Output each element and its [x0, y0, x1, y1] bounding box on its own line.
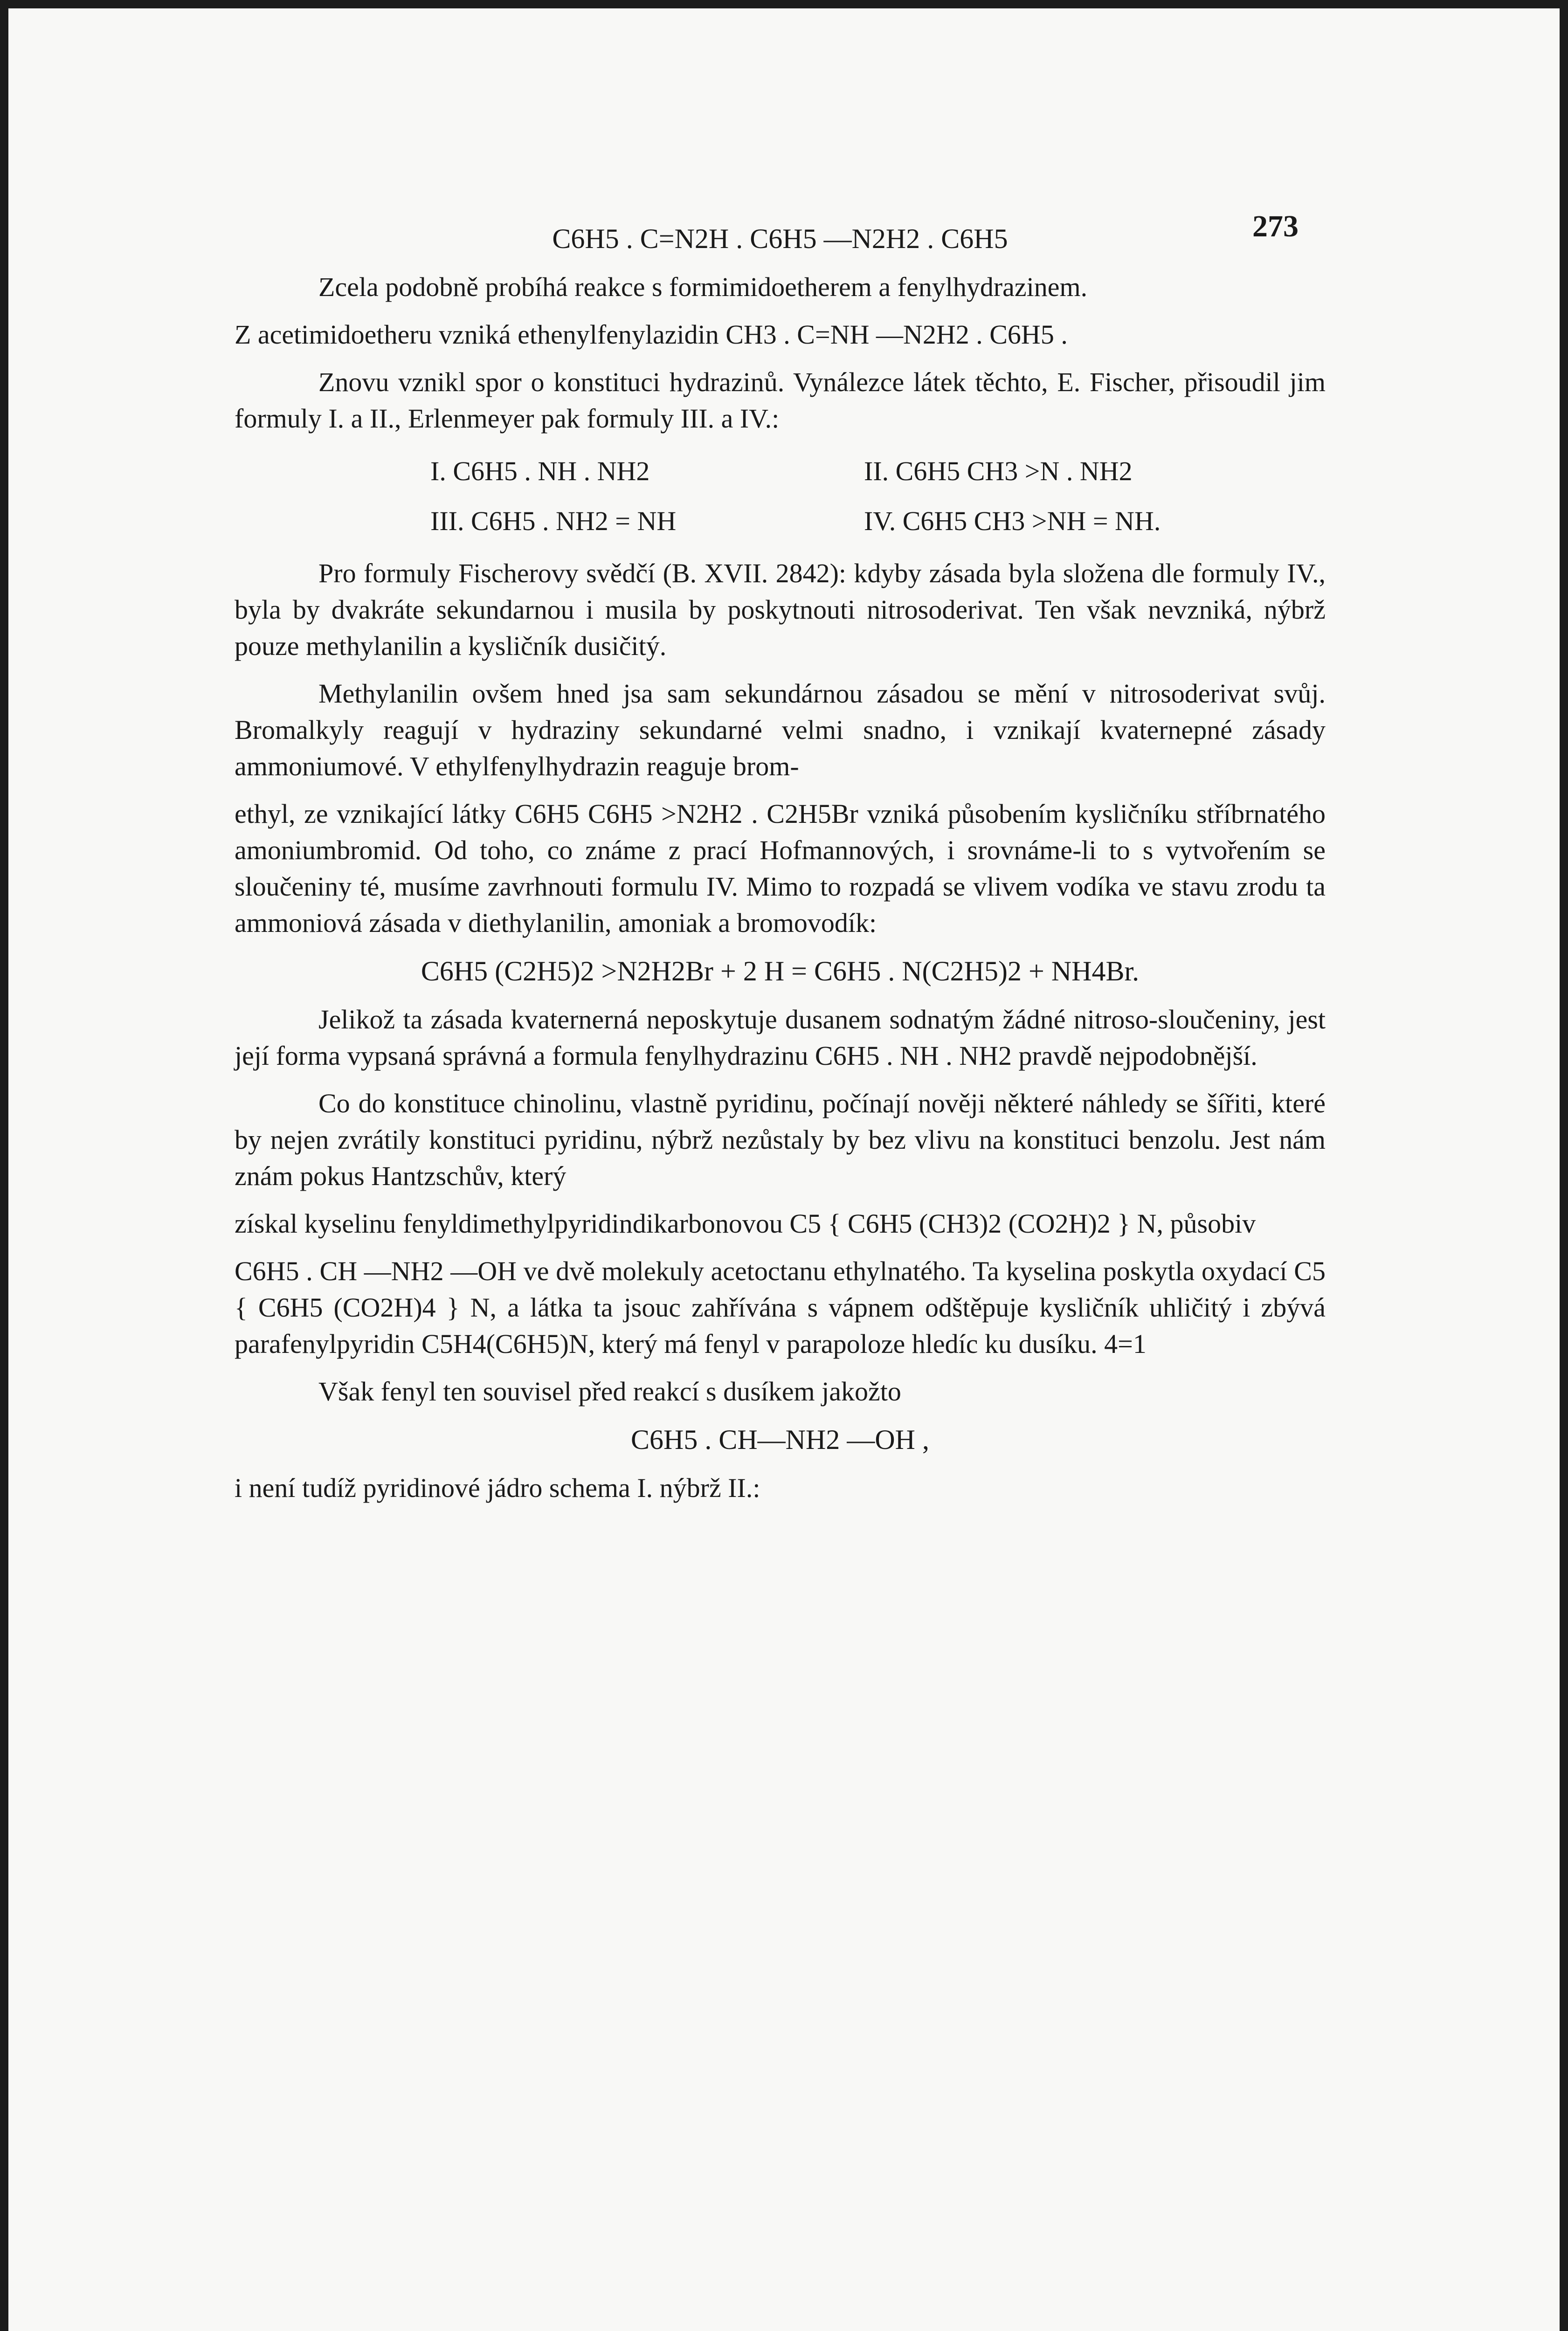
paragraph-9: získal kyselinu fenyldimethylpyridindikarbonovou C5 { C6H5 (CH3)2 (CO2H)2 } N, působiv	[235, 1208, 1256, 1239]
paragraph-6: ethyl, ze vznikající látky C6H5 C6H5 >N2H2 . C2H5Br vzniká působením kysličníku stříbrnatého amoniumbromid. Od toho, co známe z prací Hofmannových, i srovnáme-li to s vytvořením se sloučeniny té, musíme zavrhnouti formulu IV. Mimo to rozpadá se vlivem vodíka ve stavu zrodu ta ammoniová zásada v diethylanilin, amoniak a bromovodík:	[235, 799, 1326, 938]
paragraph-10: C6H5 . CH —NH2 —OH ve dvě molekuly acetoctanu ethylnatého. Ta kyselina poskytla oxydací C5 { C6H5 (CO2H)4 } N, a látka ta jsouc zahřívána s vápnem odštěpuje kysličník uhličitý i zbývá parafenylpyridin C5H4(C6H5)N, který má fenyl v parapoloze hledíc ku dusíku. 4=1	[235, 1256, 1326, 1359]
formula-top: C6H5 . C=N2H . C6H5 —N2H2 . C6H5	[552, 223, 1008, 254]
paragraph-7: Jelikož ta zásada kvaternerná neposkytuje dusanem sodnatým žádné nitroso-sloučeniny, jest její forma vypsaná správná a formula fenylhydrazinu C6H5 . NH . NH2 pravdě nejpodobnější.	[235, 1004, 1326, 1071]
paragraph-2: Z acetimidoetheru vzniká ethenylfenylazidin CH3 . C=NH —N2H2 . C6H5 .	[235, 319, 1068, 350]
page-number: 273	[1252, 209, 1299, 243]
paragraph-4: Pro formuly Fischerovy svědčí (B. XVII. 2842): kdyby zásada byla složena dle formuly IV., byla by dvakráte sekundarnou i musila by poskytnouti nitrosoderivat. Ten však nevzniká, nýbrž pouze methylanilin a kysličník dusičitý.	[235, 558, 1326, 661]
formula-I: I. C6H5 . NH . NH2	[430, 456, 650, 486]
paragraph-8: Co do konstituce chinolinu, vlastně pyridinu, počínají nověji některé náhledy se šířiti, které by nejen zvrátily konstituci pyridinu, nýbrž nezůstaly by bez vlivu na konstituci benzolu. Jest nám znám pokus Hantzschův, který	[235, 1088, 1326, 1191]
reaction-equation: C6H5 (C2H5)2 >N2H2Br + 2 H = C6H5 . N(C2H5)2 + NH4Br.	[421, 956, 1140, 986]
paragraph-11: Však fenyl ten souvisel před reakcí s dusíkem jakožto	[318, 1376, 901, 1407]
hydrazine-formulas	[430, 455, 1242, 537]
formula-IV: IV. C6H5 CH3 >NH = NH.	[864, 506, 1161, 536]
formula-III: III. C6H5 . NH2 = NH	[430, 506, 677, 536]
paragraph-3: Znovu vznikl spor o konstituci hydrazinů. Vynálezce látek těchto, E. Fischer, přisoudil jim formuly I. a II., Erlenmeyer pak formuly III. a IV.:	[235, 367, 1326, 434]
paragraph-5: Methylanilin ovšem hned jsa sam sekundárnou zásadou se mění v nitrosoderivat svůj. Bromalkyly reagují v hydraziny sekundarné velmi snadno, i vznikají kvaternepné zásady ammoniumové. V ethylfenylhydrazin reaguje brom-	[235, 678, 1326, 781]
page-text	[235, 209, 1326, 1517]
paragraph-12: i není tudíž pyridinové jádro schema I. nýbrž II.:	[235, 1473, 760, 1503]
paragraph-1: Zcela podobně probíhá reakce s formimidoetherem a fenylhydrazinem.	[318, 272, 1088, 302]
formula-bottom: C6H5 . CH—NH2 —OH ,	[630, 1424, 930, 1455]
formula-II: II. C6H5 CH3 >N . NH2	[864, 456, 1133, 486]
